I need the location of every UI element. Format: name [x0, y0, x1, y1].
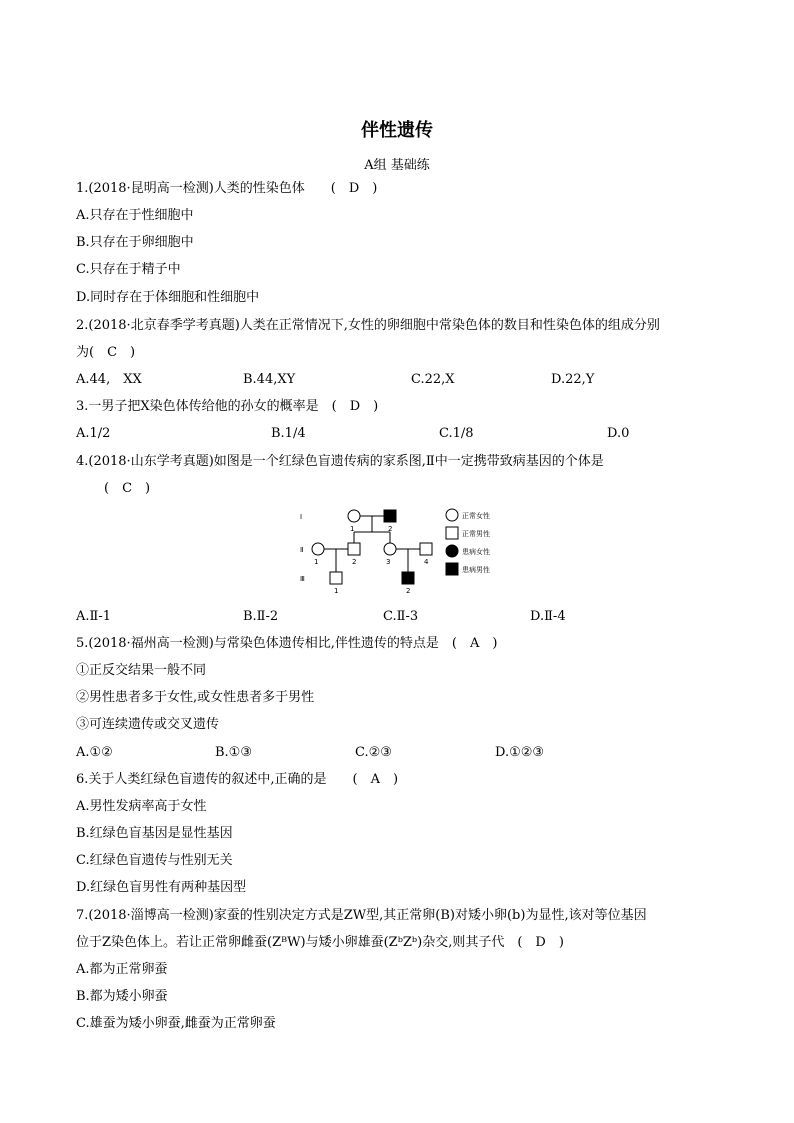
- question-2-stem-line-1: 2.(2018·北京春季学考真题)人类在正常情况下,女性的卵细胞中常染色体的数目和性染色体的组成分别: [76, 318, 660, 333]
- question-6-option-c: C.红绿色盲遗传与性别无关: [76, 853, 233, 868]
- section-subtitle: A组 基础练: [364, 158, 430, 173]
- question-6-option-b: B.红绿色盲基因是显性基因: [76, 826, 233, 841]
- pedigree-number-g1-1: 1: [350, 525, 355, 533]
- question-5-statement-3: ③可连续遗传或交叉遗传: [76, 717, 220, 732]
- pedigree-g2-1-normal-female: [312, 543, 324, 555]
- legend-normal-male-label: 正常男性: [462, 530, 490, 538]
- question-5-option-b: B.①③: [215, 745, 252, 760]
- pedigree-chart: [292, 502, 502, 598]
- question-7-option-a: A.都为正常卵蚕: [76, 962, 168, 977]
- question-4-option-a: A.Ⅱ-1: [76, 609, 112, 624]
- question-2-option-a: A.44, XX: [76, 372, 142, 387]
- pedigree-g2-3-normal-female: [384, 543, 396, 555]
- pedigree-g3-1-normal-male: [330, 572, 342, 584]
- pedigree-generation-label-3: Ⅲ: [300, 575, 305, 583]
- pedigree-number-g3-2: 2: [406, 587, 411, 595]
- pedigree-generation-label-2: Ⅱ: [300, 546, 304, 554]
- question-3-option-c: C.1/8: [439, 426, 474, 441]
- question-3-option-d: D.0: [607, 426, 630, 441]
- pedigree-g2-4-normal-male: [420, 543, 432, 555]
- question-1-option-b: B.只存在于卵细胞中: [76, 235, 194, 250]
- legend-normal-female-label: 正常女性: [462, 512, 490, 520]
- pedigree-number-g2-3: 3: [386, 558, 391, 566]
- question-7-option-c: C.雄蚕为矮小卵蚕,雌蚕为正常卵蚕: [76, 1016, 276, 1031]
- question-5-statement-1: ①正反交结果一般不同: [76, 663, 207, 678]
- legend-normal-female-symbol: [446, 509, 458, 521]
- question-4-stem-line-2: ( C ): [104, 481, 151, 496]
- legend-affected-male-symbol: [446, 563, 458, 575]
- pedigree-number-g1-2: 2: [388, 525, 393, 533]
- legend-normal-male-symbol: [446, 527, 458, 539]
- legend-affected-female-symbol: [446, 545, 458, 557]
- question-3-option-a: A.1/2: [76, 426, 111, 441]
- pedigree-generation-label-1: Ⅰ: [300, 513, 303, 521]
- question-6-option-d: D.红绿色盲男性有两种基因型: [76, 880, 247, 895]
- pedigree-g3-2-affected-male: [402, 572, 414, 584]
- pedigree-g2-2-normal-male: [348, 543, 360, 555]
- question-1-stem: 1.(2018·昆明高一检测)人类的性染色体 ( D ): [76, 181, 378, 196]
- pedigree-g1-1-normal-female: [348, 510, 360, 522]
- legend-affected-male-label: 患病男性: [462, 566, 490, 574]
- question-5-option-c: C.②③: [355, 745, 392, 760]
- question-6-stem: 6.关于人类红绿色盲遗传的叙述中,正确的是 ( A ): [76, 772, 399, 787]
- question-4-option-d: D.Ⅱ-4: [530, 609, 566, 624]
- question-7-option-b: B.都为矮小卵蚕: [76, 989, 168, 1004]
- question-1-option-d: D.同时存在于体细胞和性细胞中: [76, 290, 260, 305]
- pedigree-number-g2-1: 1: [314, 558, 319, 566]
- question-2-stem-line-2: 为( C ): [76, 345, 136, 360]
- question-5-stem: 5.(2018·福州高一检测)与常染色体遗传相比,伴性遗传的特点是 ( A ): [76, 636, 498, 651]
- question-1-option-c: C.只存在于精子中: [76, 262, 181, 277]
- question-4-option-b: B.Ⅱ-2: [243, 609, 279, 624]
- question-5-statement-2: ②男性患者多于女性,或女性患者多于男性: [76, 690, 315, 705]
- question-2-option-c: C.22,X: [411, 372, 455, 387]
- question-5-option-d: D.①②③: [495, 745, 545, 760]
- pedigree-number-g3-1: 1: [334, 587, 339, 595]
- question-6-option-a: A.男性发病率高于女性: [76, 799, 207, 814]
- legend-affected-female-label: 患病女性: [462, 548, 490, 556]
- question-4-option-c: C.Ⅱ-3: [383, 609, 419, 624]
- question-7-stem-line-1: 7.(2018·淄博高一检测)家蚕的性别决定方式是ZW型,其正常卵(B)对矮小卵(b)为显性,该对等位基因: [76, 908, 647, 923]
- question-3-stem: 3.一男子把X染色体传给他的孙女的概率是 ( D ): [76, 399, 379, 414]
- question-2-option-b: B.44,XY: [243, 372, 296, 387]
- question-1-option-a: A.只存在于性细胞中: [76, 208, 194, 223]
- question-2-option-d: D.22,Y: [551, 372, 595, 387]
- question-3-option-b: B.1/4: [271, 426, 306, 441]
- question-5-option-a: A.①②: [76, 745, 113, 760]
- question-4-stem-line-1: 4.(2018·山东学考真题)如图是一个红绿色盲遗传病的家系图,Ⅱ中一定携带致病基因的个体是: [76, 454, 604, 469]
- page-title: 伴性遗传: [361, 120, 433, 141]
- pedigree-g1-2-affected-male: [384, 510, 396, 522]
- question-7-stem-line-2: 位于Z染色体上。若让正常卵雌蚕(ZᴮW)与矮小卵雄蚕(ZᵇZᵇ)杂交,则其子代 ( D ): [76, 935, 564, 950]
- pedigree-number-g2-2: 2: [352, 558, 357, 566]
- pedigree-number-g2-4: 4: [424, 558, 429, 566]
